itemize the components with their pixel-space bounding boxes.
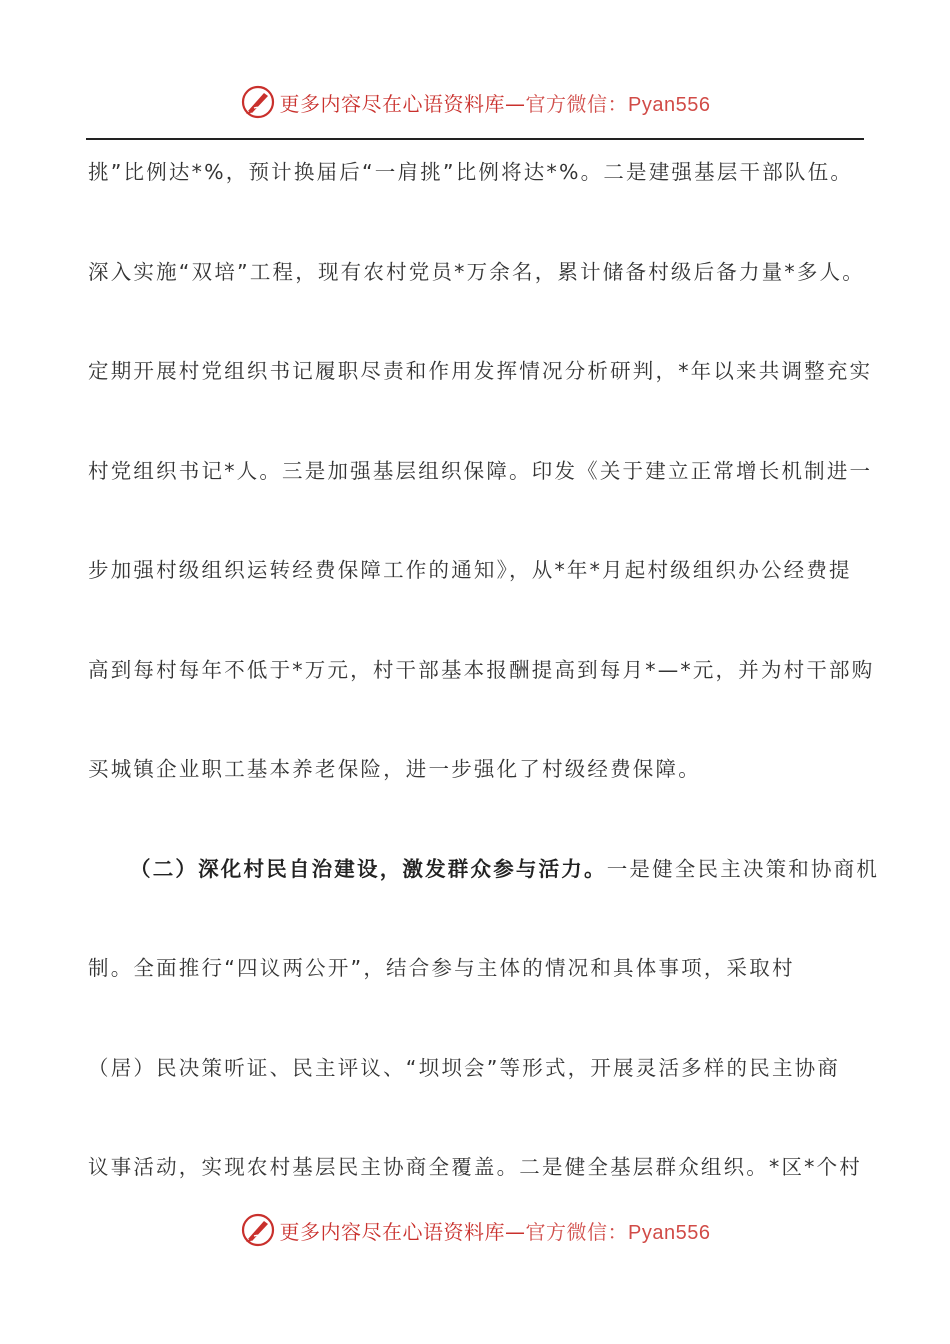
body-line-4: 村党组织书记*人。三是加强基层组织保障。印发《关于建立正常增长机制进一 [88, 458, 873, 483]
section-2-lead: 一是健全民主决策和协商机 [606, 856, 880, 881]
footer-brand: 更多内容尽在心语资料库 [279, 1219, 506, 1244]
header-wechat-id: Pyan556 [628, 93, 711, 116]
body-line-3: 定期开展村党组织书记履职尽责和作用发挥情况分析研判，*年以来共调整充实 [88, 359, 873, 383]
body-line-2: 深入实施“双培”工程，现有农村党员*万余名，累计储备村级后备力量*多人。 [88, 259, 865, 284]
footer-banner-text [280, 1216, 711, 1245]
body-line-10: （居）民决策听证、民主评议、“坝坝会”等形式，开展灵活多样的民主协商 [88, 1055, 841, 1080]
document-body [88, 146, 880, 1241]
body-line-7: 买城镇企业职工基本养老保险，进一步强化了村级经费保障。 [88, 757, 701, 781]
footer-wechat-id: Pyan556 [628, 1221, 711, 1244]
header-banner [0, 82, 950, 122]
body-line-9: 制。全面推行“四议两公开”，结合参与主体的情况和具体事项，采取村 [88, 956, 795, 980]
footer-banner [0, 1210, 950, 1250]
footer-wechat-label: 官方微信： [525, 1219, 629, 1244]
body-line-6: 高到每村每年不低于*万元，村干部基本报酬提高到每月*—*元，并为村干部购 [88, 657, 875, 682]
footer-dash: — [505, 1219, 526, 1244]
header-brand: 更多内容尽在心语资料库 [279, 91, 506, 116]
header-banner-text [280, 88, 711, 117]
section-2-heading: （二）深化村民自治建设，激发群众参与活力。 [130, 856, 607, 881]
header-dash: — [505, 91, 526, 116]
pen-logo-icon [240, 1212, 276, 1248]
pen-logo-icon [240, 84, 276, 120]
header-rule [86, 138, 864, 140]
body-line-11: 议事活动，实现农村基层民主协商全覆盖。二是健全基层群众组织。*区*个村 [88, 1155, 862, 1179]
body-line-5: 步加强村级组织运转经费保障工作的通知》，从*年*月起村级组织办公经费提 [88, 558, 852, 582]
section-2-first-line [88, 843, 880, 943]
header-wechat-label: 官方微信： [525, 91, 629, 116]
body-line-1: 挑”比例达*%，预计换届后“一肩挑”比例将达*%。二是建强基层干部队伍。 [88, 160, 854, 184]
